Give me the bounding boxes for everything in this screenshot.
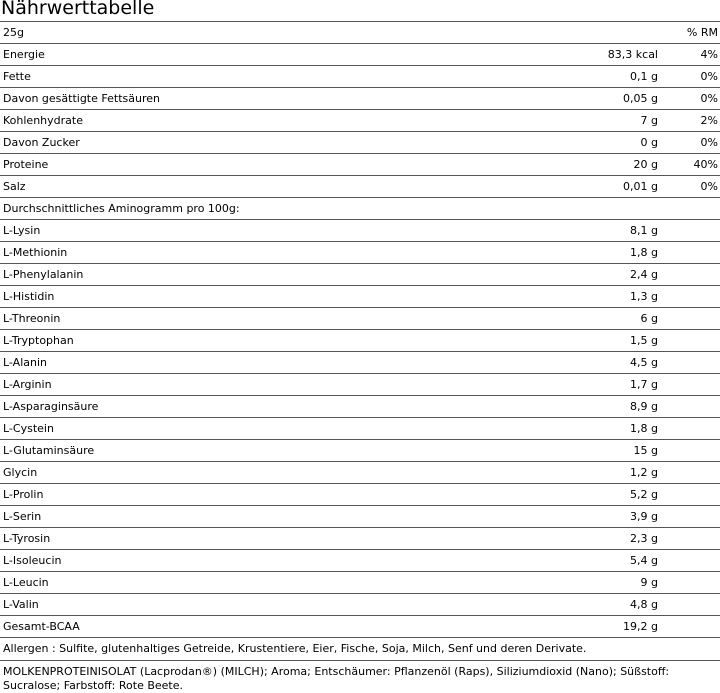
amino-acid-pct (660, 440, 720, 462)
amino-acid-pct (660, 374, 720, 396)
amino-acid-name: L-Serin (0, 506, 560, 528)
nutrient-amount: 0,01 g (560, 176, 660, 198)
amino-acid-pct (660, 264, 720, 286)
amino-acid-name: L-Histidin (0, 286, 560, 308)
amino-acid-amount: 1,8 g (560, 418, 660, 440)
amino-acid-row (0, 308, 720, 330)
amino-acid-pct (660, 418, 720, 440)
nutrient-pct: 2% (660, 110, 720, 132)
amino-acid-amount: 5,4 g (560, 550, 660, 572)
nutrient-row (0, 44, 720, 66)
nutrient-pct: 4% (660, 44, 720, 66)
page-title: Nährwerttabelle (1, 0, 155, 19)
amino-acid-pct (660, 594, 720, 616)
nutrient-pct: 0% (660, 176, 720, 198)
amino-acid-amount: 2,4 g (560, 264, 660, 286)
amino-acid-amount: 4,8 g (560, 594, 660, 616)
portion-label: 25g (0, 22, 560, 44)
amino-acid-amount: 2,3 g (560, 528, 660, 550)
nutrient-amount: 0 g (560, 132, 660, 154)
amino-acid-row (0, 572, 720, 594)
amino-acid-amount: 8,1 g (560, 220, 660, 242)
nutrient-name: Davon Zucker (0, 132, 560, 154)
amino-acid-pct (660, 242, 720, 264)
nutrient-pct: 0% (660, 132, 720, 154)
nutrient-name: Fette (0, 66, 560, 88)
amino-acid-row (0, 396, 720, 418)
nutrient-name: Salz (0, 176, 560, 198)
amino-acid-amount: 19,2 g (560, 616, 660, 638)
amino-acid-name: L-Methionin (0, 242, 560, 264)
amino-acid-row (0, 418, 720, 440)
amino-acid-pct (660, 506, 720, 528)
amino-acid-amount: 3,9 g (560, 506, 660, 528)
amino-acid-amount: 1,3 g (560, 286, 660, 308)
amino-acid-row (0, 462, 720, 484)
amino-acid-row (0, 506, 720, 528)
nutrient-row (0, 110, 720, 132)
rm-header: % RM (660, 22, 720, 44)
amino-acid-row (0, 352, 720, 374)
amino-acid-name: Gesamt-BCAA (0, 616, 560, 638)
nutrient-amount: 0,1 g (560, 66, 660, 88)
amino-acid-amount: 9 g (560, 572, 660, 594)
nutrient-row (0, 132, 720, 154)
nutrient-row (0, 66, 720, 88)
amino-acid-pct (660, 286, 720, 308)
amino-acid-name: L-Tryptophan (0, 330, 560, 352)
amino-acid-name: L-Prolin (0, 484, 560, 506)
amino-acid-pct (660, 572, 720, 594)
allergen-note: Allergen : Sulfite, glutenhaltiges Getreide, Krustentiere, Eier, Fische, Soja, Milch, Senf und deren Derivate. (0, 638, 720, 661)
nutrient-pct: 0% (660, 66, 720, 88)
amino-acid-amount: 1,8 g (560, 242, 660, 264)
nutrient-amount: 0,05 g (560, 88, 660, 110)
amino-acid-name: L-Alanin (0, 352, 560, 374)
amino-acid-row (0, 374, 720, 396)
amino-acid-pct (660, 396, 720, 418)
amino-acid-amount: 5,2 g (560, 484, 660, 506)
amino-acid-name: Glycin (0, 462, 560, 484)
amino-acid-row (0, 594, 720, 616)
nutrient-name: Kohlenhydrate (0, 110, 560, 132)
amino-acid-row (0, 528, 720, 550)
amino-acid-pct (660, 462, 720, 484)
amino-acid-amount: 6 g (560, 308, 660, 330)
nutrient-name: Davon gesättigte Fettsäuren (0, 88, 560, 110)
nutrient-name: Proteine (0, 154, 560, 176)
amino-acid-pct (660, 550, 720, 572)
amino-acid-row (0, 484, 720, 506)
amino-acid-name: L-Tyrosin (0, 528, 560, 550)
amino-acid-name: L-Arginin (0, 374, 560, 396)
amino-acid-pct (660, 616, 720, 638)
amino-acid-amount: 1,7 g (560, 374, 660, 396)
nutrient-name: Energie (0, 44, 560, 66)
amino-acid-row (0, 264, 720, 286)
amino-acid-pct (660, 220, 720, 242)
nutrient-amount: 7 g (560, 110, 660, 132)
nutrition-table (0, 21, 720, 638)
nutrient-row (0, 176, 720, 198)
amino-acid-name: L-Valin (0, 594, 560, 616)
amino-acid-row (0, 616, 720, 638)
nutrient-pct: 40% (660, 154, 720, 176)
amino-acid-pct (660, 330, 720, 352)
amino-acid-name: L-Asparaginsäure (0, 396, 560, 418)
nutrient-pct: 0% (660, 88, 720, 110)
amino-acid-amount: 1,5 g (560, 330, 660, 352)
amino-acid-name: L-Glutaminsäure (0, 440, 560, 462)
amino-acid-pct (660, 352, 720, 374)
aminogram-heading-row (0, 198, 720, 220)
aminogram-heading: Durchschnittliches Aminogramm pro 100g: (0, 198, 720, 220)
amino-acid-name: L-Isoleucin (0, 550, 560, 572)
amino-acid-amount: 15 g (560, 440, 660, 462)
amino-acid-pct (660, 528, 720, 550)
amino-acid-amount: 1,2 g (560, 462, 660, 484)
amino-acid-name: L-Cystein (0, 418, 560, 440)
amino-acid-row (0, 242, 720, 264)
amino-acid-name: L-Threonin (0, 308, 560, 330)
amino-acid-row (0, 330, 720, 352)
amino-acid-amount: 4,5 g (560, 352, 660, 374)
nutrient-amount: 83,3 kcal (560, 44, 660, 66)
amino-acid-amount: 8,9 g (560, 396, 660, 418)
amino-acid-pct (660, 308, 720, 330)
nutrient-row (0, 88, 720, 110)
amino-acid-row (0, 550, 720, 572)
table-header-row (0, 22, 720, 44)
nutrient-row (0, 154, 720, 176)
amino-acid-row (0, 220, 720, 242)
ingredients-note: MOLKENPROTEINISOLAT (Lacprodan®) (MILCH); Aroma; Entschäumer: Pflanzenöl (Raps), Siliziumdioxid (Nano); Süßstoff: Sucralose; Farbstoff: Rote Beete. (3, 665, 670, 691)
amino-acid-row (0, 286, 720, 308)
nutrient-amount: 20 g (560, 154, 660, 176)
amino-acid-name: L-Lysin (0, 220, 560, 242)
amino-acid-name: L-Leucin (0, 572, 560, 594)
amino-acid-name: L-Phenylalanin (0, 264, 560, 286)
amino-acid-row (0, 440, 720, 462)
amino-acid-pct (660, 484, 720, 506)
